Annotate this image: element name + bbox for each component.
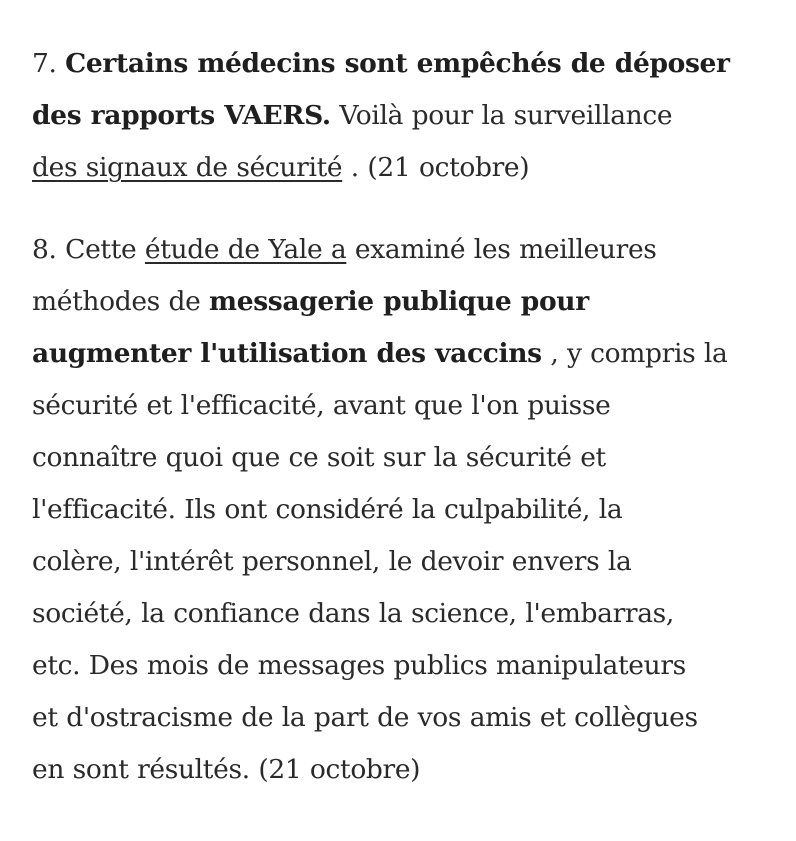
text-line (32, 224, 772, 276)
safety-signals-link[interactable]: des signaux de sécurité (32, 152, 343, 183)
text-line (32, 90, 772, 142)
bold-text: des rapports VAERS. (32, 100, 331, 131)
body-text: connaître quoi que ce soit sur la sécurité et (32, 442, 606, 473)
text-line (32, 38, 772, 90)
body-text: l'efficacité. Ils ont considéré la culpabilité, la (32, 494, 623, 525)
text-line (32, 432, 772, 484)
date-text: . (21 octobre) (342, 152, 530, 183)
text-line (32, 142, 772, 194)
bold-text: messagerie publique pour (209, 286, 589, 317)
body-text: examiné les meilleures (346, 234, 657, 265)
body-text: , y compris la (541, 338, 728, 369)
item-7-paragraph (32, 38, 772, 194)
item-number: 8. Cette (32, 234, 145, 265)
text-line (32, 328, 772, 380)
text-line (32, 536, 772, 588)
text-line (32, 588, 772, 640)
text-line (32, 484, 772, 536)
yale-study-link[interactable]: étude de Yale a (144, 234, 347, 265)
item-number: 7. (32, 48, 66, 79)
bold-text: augmenter l'utilisation des vaccins (32, 338, 542, 369)
text-line (32, 744, 772, 796)
item-8-paragraph (32, 224, 772, 796)
text-line (32, 640, 772, 692)
article-body (32, 38, 772, 796)
body-text: et d'ostracisme de la part de vos amis et collègues (32, 702, 698, 733)
body-text: sécurité et l'efficacité, avant que l'on puisse (32, 390, 611, 421)
date-text: en sont résultés. (21 octobre) (32, 754, 421, 785)
body-text: méthodes de (32, 286, 210, 317)
text-line (32, 692, 772, 744)
text-line (32, 276, 772, 328)
body-text: société, la confiance dans la science, l'embarras, (32, 598, 674, 629)
body-text: colère, l'intérêt personnel, le devoir envers la (32, 546, 632, 577)
text-line (32, 380, 772, 432)
body-text: Voilà pour la surveillance (330, 100, 673, 131)
bold-text: Certains médecins sont empêchés de déposer (65, 48, 730, 79)
body-text: etc. Des mois de messages publics manipulateurs (32, 650, 686, 681)
